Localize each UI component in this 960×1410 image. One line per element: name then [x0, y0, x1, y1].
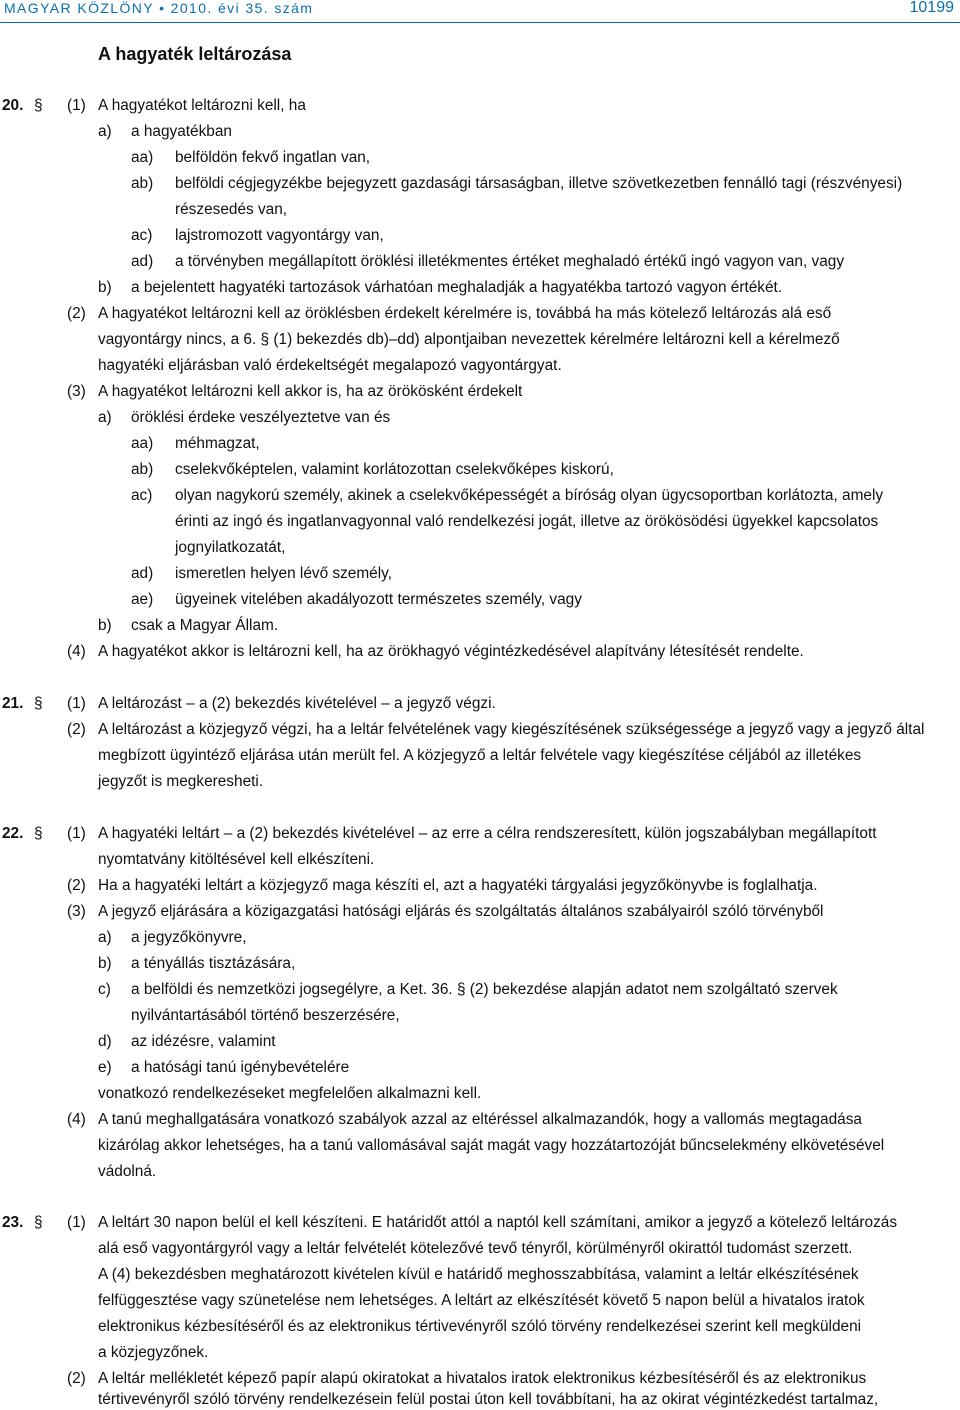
paragraph-text: felfüggesztése vagy szünetelése nem lehetséges. A leltárt az elkészítését követő 5 napon belül a hivatalos iratok: [98, 1292, 865, 1309]
subpoint-text: ügyeinek vitelében akadályozott természetes személy, vagy: [175, 591, 582, 608]
paragraph-number: (1): [67, 695, 86, 712]
point-label: a): [98, 409, 112, 426]
point-text: a bejelentett hagyatéki tartozások várhatóan meghaladják a hagyatékba tartozó vagyon értékét.: [131, 279, 783, 296]
paragraph-number: (2): [67, 877, 86, 894]
section-sign: §: [34, 1214, 43, 1231]
section-number: 22.: [2, 825, 24, 842]
section-sign: §: [34, 97, 43, 114]
subpoint-text: érinti az ingó és ingatlanvagyonnal való rendelkezési jogát, illetve az örökösödési ügyekkel kapcsolatos: [175, 513, 879, 530]
paragraph-number: (3): [67, 383, 86, 400]
point-label: b): [98, 955, 112, 972]
point-text: az idézésre, valamint: [131, 1033, 276, 1050]
paragraph-text: vagyontárgy nincs, a 6. § (1) bekezdés db)–dd) alpontjaiban nevezettek kérelmére leltározni kell a kérelmező: [98, 331, 840, 348]
paragraph-number: (2): [67, 305, 86, 322]
point-label: c): [98, 981, 111, 998]
paragraph-text: A leltárt 30 napon belül el kell készíteni. E határidőt attól a naptól kell számítani, amikor a jegyző a kötelező leltározás: [98, 1214, 898, 1231]
paragraph-text: A hagyatéki leltárt – a (2) bekezdés kivételével – az erre a célra rendszeresített, külön jogszabályban megállapított: [98, 825, 877, 842]
paragraph-number: (1): [67, 1214, 86, 1231]
paragraph-text: A hagyatékot akkor is leltározni kell, ha az örökhagyó végintézkedésével alapítvány létesítését rendelte.: [98, 643, 804, 660]
subpoint-label: aa): [131, 149, 154, 166]
journal-title: MAGYAR KÖZLÖNY • 2010. évi 35. szám: [4, 0, 314, 16]
subpoint-text: olyan nagykorú személy, akinek a cselekvőképességét a bíróság olyan ügycsoportban korlátozta, amely: [175, 487, 884, 504]
point-label: a): [98, 123, 112, 140]
paragraph-text: Ha a hagyatéki leltárt a közjegyző maga készíti el, azt a hagyatéki tárgyalási jegyzőkönyvbe is foglalhatja.: [98, 877, 818, 894]
point-label: b): [98, 617, 112, 634]
subpoint-text: jognyilatkozatát,: [175, 539, 286, 556]
paragraph-text: A hagyatékot leltározni kell akkor is, ha az örökösként érdekelt: [98, 383, 523, 400]
section-number: 23.: [2, 1214, 24, 1231]
point-label: d): [98, 1033, 112, 1050]
subpoint-label: ae): [131, 591, 154, 608]
header-divider: [0, 22, 960, 23]
paragraph-number: (1): [67, 97, 86, 114]
point-text: öröklési érdeke veszélyeztetve van és: [131, 409, 391, 426]
subpoint-text: a törvényben megállapított öröklési illetékmentes értéket meghaladó értékű ingó vagyon van, vagy: [175, 253, 845, 270]
subpoint-label: aa): [131, 435, 154, 452]
paragraph-text: A jegyző eljárására a közigazgatási hatósági eljárás és szolgáltatás általános szabályairól szóló törvényből: [98, 903, 824, 920]
point-text: a jegyzőkönyvre,: [131, 929, 247, 946]
paragraph-number: (2): [67, 1370, 86, 1387]
point-label: e): [98, 1059, 112, 1076]
point-text: a tényállás tisztázására,: [131, 955, 296, 972]
point-label: a): [98, 929, 112, 946]
paragraph-number: (3): [67, 903, 86, 920]
point-text: a hatósági tanú igénybevételére: [131, 1059, 350, 1076]
point-label: b): [98, 279, 112, 296]
point-text: a hagyatékban: [131, 123, 232, 140]
subpoint-label: ab): [131, 461, 154, 478]
paragraph-text: alá eső vagyontárgyról vagy a leltár felvételét kötelezővé tevő tényről, körülményről okirattól tudomást szerzett.: [98, 1240, 853, 1257]
paragraph-text: A leltározást a közjegyző végzi, ha a leltár felvételének vagy kiegészítésének szükségessége a jegyző vagy a jegyző által: [98, 721, 925, 738]
point-text: a belföldi és nemzetközi jogsegélyre, a Ket. 36. § (2) bekezdése alapján adatot nem szolgáltató szervek: [131, 981, 838, 998]
point-text: csak a Magyar Állam.: [131, 617, 279, 634]
subpoint-text: részesedés van,: [175, 201, 288, 218]
subpoint-text: cselekvőképtelen, valamint korlátozottan cselekvőképes kiskorú,: [175, 461, 614, 478]
paragraph-text: megbízott ügyintéző eljárása után merült fel. A közjegyző a leltár felvétele vagy kiegészítése céljából az illetékes: [98, 747, 862, 764]
subpoint-text: méhmagzat,: [175, 435, 260, 452]
paragraph-text: A (4) bekezdésben meghatározott kivételen kívül e határidő meghosszabbítása, valamint a leltár elkészítésének: [98, 1266, 859, 1283]
paragraph-number: (1): [67, 825, 86, 842]
section-number: 20.: [2, 97, 24, 114]
section-sign: §: [34, 695, 43, 712]
paragraph-number: (2): [67, 721, 86, 738]
section-number: 21.: [2, 695, 24, 712]
subpoint-label: ac): [131, 227, 153, 244]
paragraph-text: jegyzőt is megkeresheti.: [98, 773, 264, 790]
subpoint-text: lajstromozott vagyontárgy van,: [175, 227, 384, 244]
paragraph-text: A hagyatékot leltározni kell, ha: [98, 97, 306, 114]
subpoint-text: belföldi cégjegyzékbe bejegyzett gazdasági társaságban, illetve szövetkezetben fennálló tagi (részvényesi): [175, 175, 903, 192]
paragraph-text: a közjegyzőnek.: [98, 1344, 209, 1361]
paragraph-number: (4): [67, 643, 86, 660]
paragraph-text: tértivevényről szóló törvény rendelkezésein felül postai úton kell továbbítani, ha az okirat végintézkedést tartalmaz,: [98, 1391, 879, 1408]
paragraph-text: elektronikus kézbesítéséről és az elektronikus tértivevényről szóló törvény rendelkezései szerint kell megküldeni: [98, 1318, 862, 1335]
subpoint-text: ismeretlen helyen lévő személy,: [175, 565, 392, 582]
subpoint-label: ad): [131, 253, 154, 270]
section-title: A hagyaték leltározása: [98, 44, 292, 64]
subpoint-label: ac): [131, 487, 153, 504]
paragraph-text: kizárólag akkor lehetséges, ha a tanú vallomásával saját magát vagy hozzátartozóját bűncselekmény elkövetésével: [98, 1137, 885, 1154]
paragraph-text: vádolná.: [98, 1163, 157, 1180]
paragraph-text: A leltár mellékletét képező papír alapú okiratokat a hivatalos iratok elektronikus kézbesítéséről és az elektronikus: [98, 1370, 867, 1387]
paragraph-text: A tanú meghallgatására vonatkozó szabályok azzal az eltéréssel alkalmazandók, hogy a vallomás megtagadása: [98, 1111, 862, 1128]
section-sign: §: [34, 825, 43, 842]
paragraph-text: nyomtatvány kitöltésével kell elkészíteni.: [98, 851, 375, 868]
page-number: 10199: [909, 0, 954, 16]
paragraph-text: A leltározást – a (2) bekezdés kivételével – a jegyző végzi.: [98, 695, 496, 712]
point-text: nyilvántartásából történő beszerzésére,: [131, 1007, 400, 1024]
paragraph-number: (4): [67, 1111, 86, 1128]
paragraph-text: A hagyatékot leltározni kell az öröklésben érdekelt kérelmére is, továbbá ha más kötelező leltározás alá eső: [98, 305, 832, 322]
subpoint-label: ad): [131, 565, 154, 582]
subpoint-text: belföldön fekvő ingatlan van,: [175, 149, 371, 166]
subpoint-label: ab): [131, 175, 154, 192]
paragraph-text: hagyatéki eljárásban való érdekeltségét megalapozó vagyontárgyat.: [98, 357, 562, 374]
paragraph-text: vonatkozó rendelkezéseket megfelelően alkalmazni kell.: [98, 1085, 482, 1102]
